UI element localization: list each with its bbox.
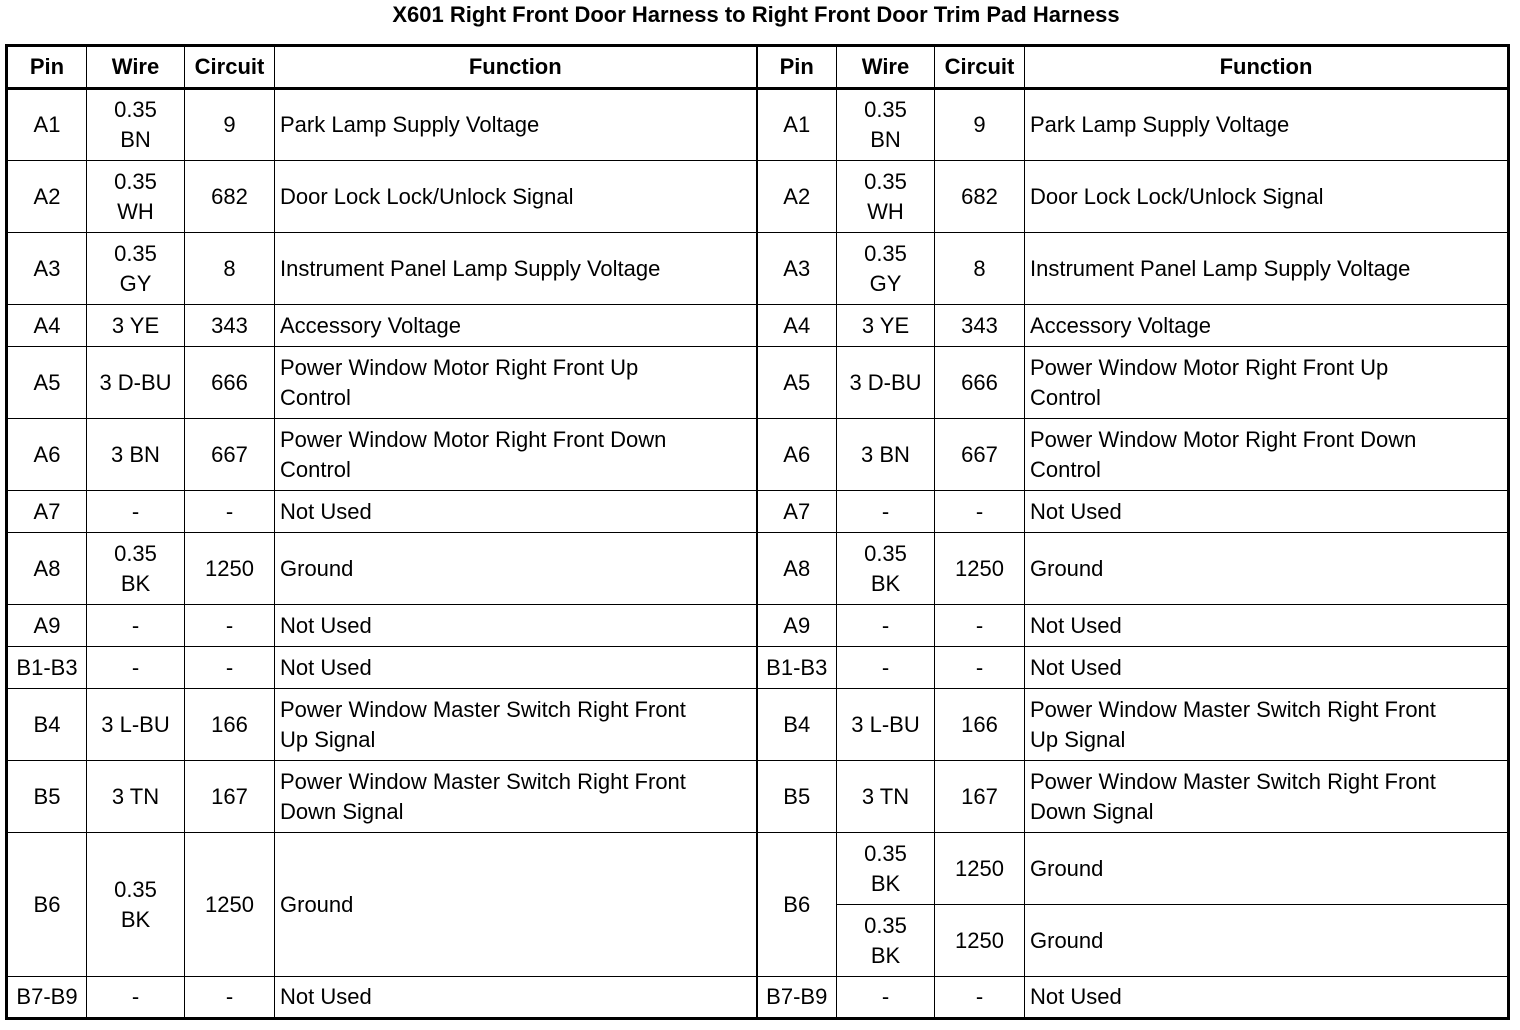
- function-line: Park Lamp Supply Voltage: [1030, 112, 1290, 137]
- function-line: Down Signal: [1030, 798, 1154, 824]
- table-row: [7, 347, 1509, 419]
- function-line: Power Window Master Switch Right Front: [280, 768, 686, 794]
- function-line: Accessory Voltage: [280, 312, 461, 338]
- cell-circuit: 666: [185, 347, 275, 419]
- table-row: [7, 89, 1509, 161]
- cell-function: [275, 647, 757, 689]
- wire-line: 3 TN: [861, 783, 910, 809]
- cell-wire: [87, 689, 185, 761]
- cell-function: [275, 761, 757, 833]
- cell-wire: [87, 491, 185, 533]
- cell-function: [275, 533, 757, 605]
- function-line: Door Lock Lock/Unlock Signal: [1030, 183, 1324, 209]
- cell-circuit: -: [935, 491, 1025, 533]
- cell-pin: A2: [7, 161, 87, 233]
- function-line: Door Lock Lock/Unlock Signal: [280, 183, 574, 209]
- cell-circuit: 1250: [935, 905, 1025, 977]
- cell-pin: A5: [757, 347, 837, 419]
- wire-line: 3 BN: [861, 441, 910, 467]
- cell-circuit: 682: [185, 161, 275, 233]
- wire-line: 0.35: [864, 912, 907, 938]
- wire-line: -: [131, 654, 140, 680]
- wire-line: BK: [870, 870, 901, 896]
- function-line: Power Window Motor Right Front Up: [280, 354, 639, 380]
- cell-wire: [87, 605, 185, 647]
- cell-function: Not Used: [275, 977, 757, 1019]
- wire-line: 0.35: [864, 540, 907, 566]
- cell-pin: A5: [7, 347, 87, 419]
- wire-line: -: [881, 654, 890, 680]
- cell-function: [1025, 689, 1509, 761]
- cell-wire: -: [837, 977, 935, 1019]
- cell-circuit: 1250: [935, 533, 1025, 605]
- table-row-b6: [7, 833, 1509, 905]
- wire-line: 0.35: [864, 97, 907, 122]
- cell-pin: B7-B9: [757, 977, 837, 1019]
- cell-circuit: -: [185, 491, 275, 533]
- wire-line: 0.35: [114, 540, 157, 566]
- wire-line: BN: [870, 127, 901, 152]
- cell-circuit: 667: [185, 419, 275, 491]
- cell-pin: B7-B9: [7, 977, 87, 1019]
- table-row: [7, 305, 1509, 347]
- table-row: [7, 689, 1509, 761]
- function-line: Control: [280, 384, 351, 410]
- cell-function: [1025, 89, 1509, 161]
- cell-circuit: 1250: [185, 833, 275, 977]
- function-line: Not Used: [280, 612, 372, 638]
- cell-circuit: 343: [935, 305, 1025, 347]
- cell-pin: B4: [7, 689, 87, 761]
- table-row: [7, 533, 1509, 605]
- function-line: Up Signal: [1030, 726, 1126, 752]
- cell-function: [275, 89, 757, 161]
- function-line: Not Used: [1030, 498, 1122, 524]
- function-line: Park Lamp Supply Voltage: [280, 112, 540, 137]
- cell-wire: [837, 491, 935, 533]
- function-line: Accessory Voltage: [1030, 312, 1211, 338]
- table-row: [7, 761, 1509, 833]
- cell-function: Ground: [1025, 905, 1509, 977]
- table-row: [7, 161, 1509, 233]
- cell-pin: A6: [7, 419, 87, 491]
- cell-wire: [87, 761, 185, 833]
- cell-pin: A9: [757, 605, 837, 647]
- cell-pin: B5: [7, 761, 87, 833]
- table-row: [7, 605, 1509, 647]
- function-line: Control: [1030, 456, 1101, 482]
- function-line: Not Used: [280, 498, 372, 524]
- table-row: [7, 233, 1509, 305]
- wire-line: 3 YE: [861, 312, 910, 338]
- function-line: Power Window Master Switch Right Front: [280, 696, 686, 722]
- cell-wire: [87, 305, 185, 347]
- cell-wire: [837, 761, 935, 833]
- cell-function: [1025, 533, 1509, 605]
- cell-wire: [837, 305, 935, 347]
- function-line: Power Window Master Switch Right Front: [1030, 768, 1436, 794]
- cell-wire: [87, 233, 185, 305]
- function-line: Not Used: [1030, 654, 1122, 680]
- cell-circuit: 166: [185, 689, 275, 761]
- cell-function: [1025, 419, 1509, 491]
- wire-line: 0.35: [114, 168, 157, 194]
- wire-line: -: [881, 612, 890, 638]
- cell-pin: B6: [757, 833, 837, 977]
- cell-pin: A2: [757, 161, 837, 233]
- header-function: Function: [275, 46, 757, 89]
- cell-function: [1025, 233, 1509, 305]
- header-function: Function: [1025, 46, 1509, 89]
- cell-wire: [837, 689, 935, 761]
- cell-wire: [837, 347, 935, 419]
- cell-function: [275, 305, 757, 347]
- wire-line: -: [131, 612, 140, 638]
- cell-circuit: 9: [935, 89, 1025, 161]
- cell-pin: A8: [757, 533, 837, 605]
- function-line: Power Window Motor Right Front Down: [280, 426, 667, 452]
- wire-line: -: [881, 498, 890, 524]
- cell-wire: [837, 605, 935, 647]
- function-line: Power Window Motor Right Front Up: [1030, 354, 1389, 380]
- cell-function: [1025, 161, 1509, 233]
- wire-line: 3 D-BU: [849, 369, 922, 395]
- wire-line: WH: [117, 198, 154, 224]
- cell-circuit: 167: [185, 761, 275, 833]
- cell-pin: B1-B3: [7, 647, 87, 689]
- header-circuit: Circuit: [185, 46, 275, 89]
- table-row-b7-b9: [7, 977, 1509, 1019]
- cell-function: [275, 491, 757, 533]
- cell-circuit: 9: [185, 89, 275, 161]
- wire-line: 3 D-BU: [99, 369, 172, 395]
- cell-circuit: -: [185, 605, 275, 647]
- cell-wire: [837, 233, 935, 305]
- cell-function: [1025, 647, 1509, 689]
- wire-line: GY: [869, 270, 902, 296]
- function-line: Not Used: [280, 654, 372, 680]
- wire-line: -: [131, 498, 140, 524]
- cell-wire: [87, 533, 185, 605]
- wire-line: 3 L-BU: [101, 711, 170, 737]
- cell-wire: [837, 89, 935, 161]
- wire-line: 0.35: [864, 840, 907, 866]
- cell-wire: [87, 419, 185, 491]
- cell-wire: [837, 833, 935, 905]
- function-line: Instrument Panel Lamp Supply Voltage: [280, 255, 661, 281]
- cell-pin: A3: [757, 233, 837, 305]
- cell-circuit: 343: [185, 305, 275, 347]
- cell-function: [275, 605, 757, 647]
- cell-circuit: 666: [935, 347, 1025, 419]
- wire-line: 3 BN: [111, 441, 160, 467]
- function-line: Not Used: [1030, 612, 1122, 638]
- cell-function: Ground: [1025, 833, 1509, 905]
- function-line: Power Window Motor Right Front Down: [1030, 426, 1417, 452]
- wire-line: 3 L-BU: [851, 711, 920, 737]
- header-pin: Pin: [757, 46, 837, 89]
- cell-function: [1025, 305, 1509, 347]
- cell-pin: B1-B3: [757, 647, 837, 689]
- cell-pin: A1: [7, 89, 87, 161]
- cell-circuit: 8: [185, 233, 275, 305]
- cell-pin: A4: [757, 305, 837, 347]
- cell-function: [1025, 761, 1509, 833]
- connector-table: [5, 44, 1510, 1020]
- page-title: X601 Right Front Door Harness to Right Front Door Trim Pad Harness: [392, 2, 1120, 27]
- cell-function: [275, 689, 757, 761]
- cell-circuit: 166: [935, 689, 1025, 761]
- cell-circuit: 1250: [185, 533, 275, 605]
- function-line: Instrument Panel Lamp Supply Voltage: [1030, 255, 1411, 281]
- cell-circuit: -: [185, 647, 275, 689]
- wire-line: BK: [120, 570, 151, 596]
- wire-line: BK: [870, 570, 901, 596]
- cell-pin: A3: [7, 233, 87, 305]
- cell-pin: A8: [7, 533, 87, 605]
- cell-function: [275, 161, 757, 233]
- cell-function: [1025, 347, 1509, 419]
- cell-function: Ground: [275, 833, 757, 977]
- wire-line: BN: [120, 127, 151, 152]
- function-line: Power Window Master Switch Right Front: [1030, 696, 1436, 722]
- cell-pin: A7: [757, 491, 837, 533]
- cell-circuit: 167: [935, 761, 1025, 833]
- cell-function: [275, 233, 757, 305]
- wire-line: WH: [867, 198, 904, 224]
- header-row: [7, 46, 1509, 89]
- function-line: Control: [1030, 384, 1101, 410]
- cell-function: [275, 347, 757, 419]
- cell-wire: [837, 419, 935, 491]
- cell-pin: B4: [757, 689, 837, 761]
- wire-line: BK: [870, 942, 901, 968]
- function-line: Up Signal: [280, 726, 376, 752]
- cell-function: [1025, 605, 1509, 647]
- wire-line: 0.35: [114, 240, 157, 266]
- cell-pin: A9: [7, 605, 87, 647]
- cell-pin: A7: [7, 491, 87, 533]
- cell-wire: [87, 161, 185, 233]
- wire-line: GY: [119, 270, 152, 296]
- cell-function: Not Used: [1025, 977, 1509, 1019]
- header-circuit: Circuit: [935, 46, 1025, 89]
- cell-wire: [87, 89, 185, 161]
- cell-circuit: 682: [935, 161, 1025, 233]
- cell-circuit: 667: [935, 419, 1025, 491]
- cell-wire: [87, 347, 185, 419]
- wire-line: 3 YE: [111, 312, 160, 338]
- cell-function: [275, 419, 757, 491]
- header-wire: Wire: [87, 46, 185, 89]
- table-row: [7, 647, 1509, 689]
- wire-line: 0.35: [864, 168, 907, 194]
- cell-pin: B5: [757, 761, 837, 833]
- table-row: [7, 419, 1509, 491]
- function-line: Control: [280, 456, 351, 482]
- cell-pin: A6: [757, 419, 837, 491]
- cell-pin: A4: [7, 305, 87, 347]
- cell-circuit: -: [935, 977, 1025, 1019]
- table-row: [7, 491, 1509, 533]
- cell-wire: [837, 161, 935, 233]
- wire-line: BK: [120, 906, 151, 932]
- wire-line: 3 TN: [111, 783, 160, 809]
- header-wire: Wire: [837, 46, 935, 89]
- wire-line: 0.35: [114, 97, 157, 122]
- wire-line: 0.35: [114, 876, 157, 902]
- cell-wire: [87, 647, 185, 689]
- cell-circuit: -: [185, 977, 275, 1019]
- cell-circuit: 1250: [935, 833, 1025, 905]
- function-line: Ground: [1030, 555, 1104, 581]
- cell-function: [1025, 491, 1509, 533]
- wire-line: 0.35: [864, 240, 907, 266]
- cell-circuit: 8: [935, 233, 1025, 305]
- cell-pin: B6: [7, 833, 87, 977]
- cell-wire: [837, 905, 935, 977]
- cell-circuit: -: [935, 647, 1025, 689]
- cell-wire: [837, 647, 935, 689]
- cell-wire: [87, 833, 185, 977]
- function-line: Ground: [280, 555, 354, 581]
- cell-wire: -: [87, 977, 185, 1019]
- cell-wire: [837, 533, 935, 605]
- cell-circuit: -: [935, 605, 1025, 647]
- function-line: Down Signal: [280, 798, 404, 824]
- header-pin: Pin: [7, 46, 87, 89]
- cell-pin: A1: [757, 89, 837, 161]
